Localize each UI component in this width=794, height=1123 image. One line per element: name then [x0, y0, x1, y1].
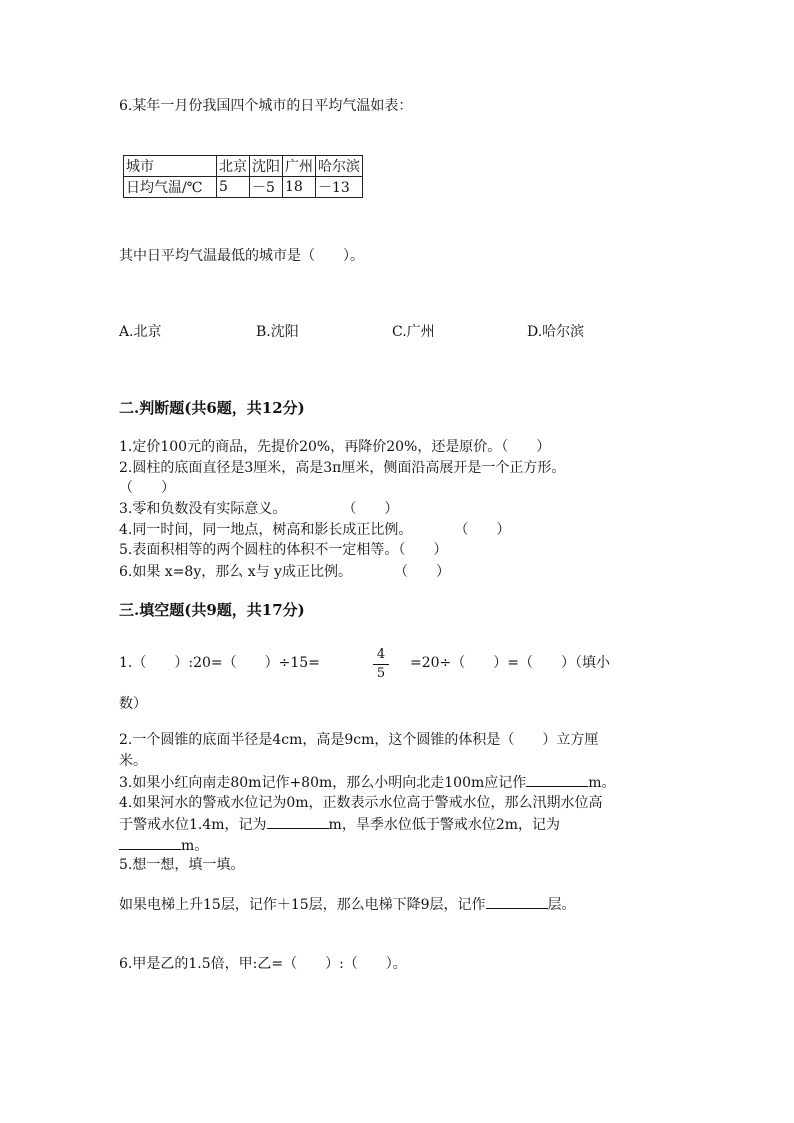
table-cell: 广州 [283, 156, 316, 177]
fraction-denominator: 5 [376, 666, 386, 681]
answer-blank[interactable] [267, 814, 329, 829]
fill-q4-line3 [119, 835, 208, 856]
fill-q4-line2 [119, 814, 560, 835]
judge-item-2: 2.圆柱的底面直径是3厘米，高是3π厘米，侧面沿高展开是一个正方形。 [119, 460, 566, 476]
fill-q1-right: =20÷（ ）=（ ）（填小 [410, 655, 611, 671]
fill-q1-cont: 数） [119, 696, 147, 712]
q6-question: 其中日平均气温最低的城市是（ ）。 [119, 248, 364, 264]
table-cell: 18 [283, 177, 316, 198]
judge-item-1: 1.定价100元的商品，先提价20%，再降价20%，还是原价。（ ） [119, 439, 551, 455]
fraction-bar [373, 664, 389, 665]
section2-title: 二.判断题(共6题，共12分) [119, 399, 305, 417]
fill-q6: 6.甲是乙的1.5倍，甲:乙=（ ）:（ ）。 [119, 956, 407, 972]
fill-q4-text-b: m，旱季水位低于警戒水位2m，记为 [328, 817, 561, 833]
answer-blank[interactable] [526, 772, 588, 787]
fill-q1-left: 1.（ ）:20=（ ）÷15= [119, 655, 320, 671]
fraction [373, 648, 389, 681]
table-header-row [124, 156, 363, 177]
table-cell: 北京 [217, 156, 250, 177]
fill-q2-line2: 米。 [119, 753, 147, 769]
fill-q3-unit: m。 [588, 775, 616, 791]
fill-q4-unit: m。 [181, 838, 209, 854]
option-c[interactable]: C.广州 [392, 324, 435, 340]
fill-q4-line1: 4.如果河水的警戒水位记为0m，正数表示水位高于警戒水位，那么汛期水位高 [119, 795, 603, 811]
judge-item-5: 5.表面积相等的两个圆柱的体积不一定相等。（ ） [119, 542, 448, 558]
table-row [124, 177, 363, 198]
table-cell: －5 [250, 177, 283, 198]
q6-title: 6.某年一月份我国四个城市的日平均气温如表： [119, 98, 413, 114]
fill-q4-text-a: 于警戒水位1.4m，记为 [119, 817, 267, 833]
option-d[interactable]: D.哈尔滨 [527, 324, 585, 340]
temperature-table [123, 155, 363, 198]
judge-item-4: 4.同一时间，同一地点，树高和影长成正比例。 （ ） [119, 522, 511, 538]
fraction-numerator: 4 [376, 647, 386, 662]
fill-q3 [119, 772, 616, 793]
section3-title: 三.填空题(共9题，共17分) [119, 601, 305, 619]
table-cell: 城市 [124, 156, 217, 177]
judge-item-6: 6.如果 x=8y，那么 x与 y成正比例。 （ ） [119, 564, 450, 580]
fill-q5-text: 如果电梯上升15层，记作＋15层，那么电梯下降9层，记作 [119, 897, 486, 913]
fill-q3-text: 3.如果小红向南走80m记作+80m，那么小明向北走100m应记作 [119, 775, 527, 791]
fill-q5 [119, 894, 576, 915]
answer-blank[interactable] [119, 835, 181, 850]
judge-item-2-blank: （ ） [119, 480, 175, 496]
option-a[interactable]: A.北京 [119, 324, 162, 340]
table-cell: －13 [316, 177, 363, 198]
judge-item-3: 3.零和负数没有实际意义。 （ ） [119, 501, 399, 517]
table-cell: 5 [217, 177, 250, 198]
fill-q5-title: 5.想一想，填一填。 [119, 857, 245, 873]
table-cell: 日均气温/℃ [124, 177, 217, 198]
table-cell: 沈阳 [250, 156, 283, 177]
fill-q5-unit: 层。 [547, 897, 576, 913]
table-cell: 哈尔滨 [316, 156, 363, 177]
answer-blank[interactable] [486, 894, 548, 909]
option-b[interactable]: B.沈阳 [256, 324, 299, 340]
fill-q2-line1: 2.一个圆锥的底面半径是4cm，高是9cm，这个圆锥的体积是（ ）立方厘 [119, 732, 599, 748]
